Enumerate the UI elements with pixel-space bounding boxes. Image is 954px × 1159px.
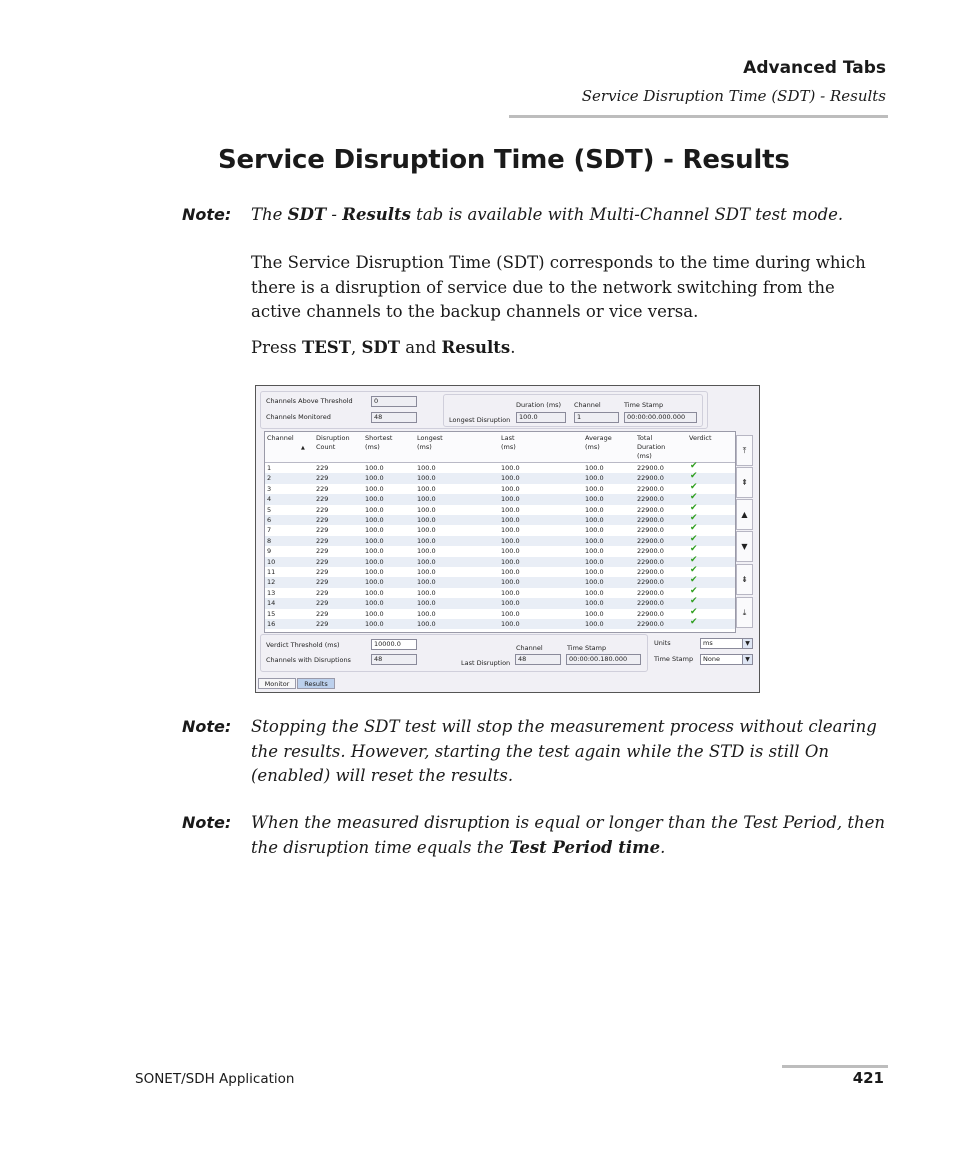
- cell-last: 100.0: [501, 474, 520, 483]
- time-stamp-label: Time Stamp: [624, 401, 664, 409]
- cell-count: 229: [316, 505, 329, 514]
- cell-longest: 100.0: [417, 495, 436, 504]
- footer-rule: [782, 1065, 888, 1068]
- cell-longest: 100.0: [417, 620, 436, 628]
- table-row[interactable]: [265, 494, 735, 504]
- cell-last: 100.0: [501, 578, 520, 587]
- cell-shortest: 100.0: [365, 495, 384, 504]
- note-text: When the measured disruption is equal or longer than the Test Period, then the disruption time equals the Test Period time.: [251, 813, 886, 857]
- check-icon: ✔: [690, 585, 698, 596]
- line-down-icon[interactable]: ▼: [736, 531, 753, 562]
- cell-longest: 100.0: [417, 526, 436, 535]
- cell-longest: 100.0: [417, 588, 436, 597]
- cell-ch: 16: [267, 620, 276, 628]
- cell-total: 22900.0: [637, 599, 664, 608]
- results-table: [264, 431, 736, 633]
- cell-last: 100.0: [501, 516, 520, 524]
- cell-last: 100.0: [501, 536, 520, 545]
- cell-ch: 1: [267, 464, 272, 472]
- tab-monitor[interactable]: Monitor: [258, 678, 296, 689]
- cell-total: 22900.0: [637, 578, 664, 587]
- col-verdict[interactable]: Verdict: [689, 434, 712, 442]
- scroll-top-icon[interactable]: ⤒: [736, 435, 753, 466]
- cell-ch: 8: [267, 536, 272, 545]
- cell-longest: 100.0: [417, 536, 436, 545]
- last-disruption-label: Last Disruption: [461, 659, 511, 667]
- cell-last: 100.0: [501, 464, 520, 472]
- cell-ch: 13: [267, 588, 276, 597]
- cell-total: 22900.0: [637, 526, 664, 535]
- cell-ch: 15: [267, 609, 276, 618]
- cell-longest: 100.0: [417, 599, 436, 608]
- cell-last: 100.0: [501, 505, 520, 514]
- tab-results[interactable]: Results: [297, 678, 335, 689]
- cell-longest: 100.0: [417, 516, 436, 524]
- cell-last: 100.0: [501, 609, 520, 618]
- cell-count: 229: [316, 599, 329, 608]
- cell-count: 229: [316, 588, 329, 597]
- timestamp-format-select[interactable]: None ▼: [700, 654, 753, 665]
- table-row[interactable]: [265, 598, 735, 608]
- check-icon: ✔: [690, 554, 698, 565]
- channels-above-threshold-label: Channels Above Threshold: [266, 397, 353, 405]
- cell-average: 100.0: [585, 547, 604, 556]
- cell-average: 100.0: [585, 557, 604, 566]
- note-label: Note:: [182, 205, 232, 224]
- cell-last: 100.0: [501, 599, 520, 608]
- cell-total: 22900.0: [637, 505, 664, 514]
- cell-shortest: 100.0: [365, 484, 384, 493]
- cell-count: 229: [316, 516, 329, 524]
- chevron-down-icon: ▼: [742, 639, 752, 648]
- check-icon: ✔: [690, 533, 698, 544]
- channels-monitored-field: 48: [371, 412, 417, 423]
- cell-count: 229: [316, 547, 329, 556]
- cell-count: 229: [316, 557, 329, 566]
- channel-field: 1: [574, 412, 619, 423]
- note-label: Note:: [182, 813, 232, 832]
- sdt-results-screen: [255, 385, 760, 693]
- note-text: Stopping the SDT test will stop the measurement process without clearing the results. However, starting the test again while the STD is still On (enabled) will reset the results.: [251, 717, 877, 785]
- table-row[interactable]: [265, 546, 735, 556]
- cell-ch: 3: [267, 484, 272, 493]
- check-icon: ✔: [690, 606, 698, 617]
- table-row[interactable]: [265, 606, 735, 619]
- duration-field: 100.0: [516, 412, 566, 423]
- chevron-down-icon: ▼: [742, 655, 752, 664]
- sort-asc-icon: ▲: [301, 445, 305, 451]
- cell-last: 100.0: [501, 557, 520, 566]
- cell-shortest: 100.0: [365, 620, 384, 628]
- cell-count: 229: [316, 609, 329, 618]
- table-row[interactable]: [265, 515, 735, 525]
- cell-ch: 2: [267, 474, 272, 483]
- units-select[interactable]: ms ▼: [700, 638, 753, 649]
- cell-count: 229: [316, 526, 329, 535]
- cell-shortest: 100.0: [365, 578, 384, 587]
- channel-label: Channel: [574, 401, 601, 409]
- col-average[interactable]: Average (ms): [585, 434, 612, 451]
- last-time-stamp-field: 00:00:00.180.000: [566, 654, 641, 665]
- cell-last: 100.0: [501, 568, 520, 576]
- cell-total: 22900.0: [637, 474, 664, 483]
- scroll-bottom-icon[interactable]: ⤓: [736, 597, 753, 628]
- press-instruction: Press TEST, SDT and Results.: [251, 338, 516, 357]
- body-paragraph: The Service Disruption Time (SDT) corresponds to the time during which there is a disruption of service due to the network switching from the active channels to the backup channels or vice versa.: [251, 253, 866, 321]
- cell-average: 100.0: [585, 516, 604, 524]
- check-icon: ✔: [690, 502, 698, 513]
- cell-shortest: 100.0: [365, 557, 384, 566]
- cell-average: 100.0: [585, 495, 604, 504]
- col-total-duration[interactable]: Total Duration (ms): [637, 434, 666, 460]
- cell-shortest: 100.0: [365, 474, 384, 483]
- cell-last: 100.0: [501, 484, 520, 493]
- cell-ch: 4: [267, 495, 272, 504]
- cell-longest: 100.0: [417, 568, 436, 576]
- check-icon: ✔: [690, 565, 698, 575]
- cell-total: 22900.0: [637, 568, 664, 576]
- cell-shortest: 100.0: [365, 526, 384, 535]
- table-row[interactable]: [265, 463, 735, 473]
- cell-longest: 100.0: [417, 505, 436, 514]
- footer-title: SONET/SDH Application: [135, 1071, 295, 1087]
- cell-average: 100.0: [585, 620, 604, 628]
- cell-total: 22900.0: [637, 557, 664, 566]
- cell-longest: 100.0: [417, 484, 436, 493]
- cell-average: 100.0: [585, 526, 604, 535]
- cell-total: 22900.0: [637, 620, 664, 628]
- cell-last: 100.0: [501, 620, 520, 628]
- cell-total: 22900.0: [637, 588, 664, 597]
- cell-shortest: 100.0: [365, 547, 384, 556]
- note-label: Note:: [182, 717, 232, 736]
- table-row[interactable]: [265, 473, 735, 483]
- channels-with-disruptions-label: Channels with Disruptions: [266, 656, 351, 664]
- note-text: The SDT - Results tab is available with Multi-Channel SDT test mode.: [251, 205, 844, 224]
- table-row[interactable]: [265, 525, 735, 535]
- check-icon: ✔: [690, 492, 698, 503]
- page-up-icon[interactable]: ⇞: [736, 467, 753, 498]
- check-icon: ✔: [690, 544, 698, 555]
- channels-above-threshold-field: 0: [371, 396, 417, 407]
- cell-count: 229: [316, 536, 329, 545]
- channels-with-disruptions-field: 48: [371, 654, 417, 665]
- col-disruption-count[interactable]: Disruption Count: [316, 434, 350, 451]
- cell-average: 100.0: [585, 484, 604, 493]
- cell-longest: 100.0: [417, 474, 436, 483]
- cell-ch: 9: [267, 547, 272, 556]
- col-shortest[interactable]: Shortest (ms): [365, 434, 393, 451]
- cell-ch: 10: [267, 557, 276, 566]
- cell-count: 229: [316, 620, 329, 628]
- cell-shortest: 100.0: [365, 609, 384, 618]
- cell-total: 22900.0: [637, 516, 664, 524]
- table-row[interactable]: [265, 619, 735, 629]
- cell-total: 22900.0: [637, 547, 664, 556]
- cell-shortest: 100.0: [365, 588, 384, 597]
- units-label: Units: [654, 639, 671, 647]
- cell-average: 100.0: [585, 568, 604, 576]
- cell-average: 100.0: [585, 474, 604, 483]
- verdict-threshold-input[interactable]: 10000.0: [371, 639, 417, 650]
- check-icon: ✔: [690, 523, 698, 534]
- cell-longest: 100.0: [417, 557, 436, 566]
- subsection-header: Service Disruption Time (SDT) - Results: [581, 87, 886, 105]
- cell-count: 229: [316, 484, 329, 493]
- verdict-threshold-label: Verdict Threshold (ms): [266, 641, 340, 649]
- cell-average: 100.0: [585, 588, 604, 597]
- line-up-icon[interactable]: ▲: [736, 499, 753, 530]
- page-number: 421: [852, 1069, 884, 1087]
- table-row[interactable]: [265, 577, 735, 587]
- header-rule: [509, 115, 888, 118]
- table-row[interactable]: [265, 481, 735, 494]
- last-channel-field: 48: [515, 654, 561, 665]
- cell-last: 100.0: [501, 547, 520, 556]
- cell-total: 22900.0: [637, 484, 664, 493]
- check-icon: ✔: [690, 575, 698, 586]
- cell-shortest: 100.0: [365, 599, 384, 608]
- table-row[interactable]: [265, 585, 735, 598]
- cell-average: 100.0: [585, 536, 604, 545]
- cell-shortest: 100.0: [365, 464, 384, 472]
- table-header: [265, 432, 735, 463]
- duration-label: Duration (ms): [516, 401, 562, 409]
- cell-ch: 14: [267, 599, 276, 608]
- check-icon: ✔: [690, 481, 698, 492]
- cell-total: 22900.0: [637, 609, 664, 618]
- cell-total: 22900.0: [637, 536, 664, 545]
- cell-ch: 5: [267, 505, 272, 514]
- threshold-group: [260, 634, 648, 672]
- cell-ch: 12: [267, 578, 276, 587]
- col-last[interactable]: Last (ms): [501, 434, 516, 451]
- page-title: Service Disruption Time (SDT) - Results: [218, 145, 790, 175]
- table-row[interactable]: [265, 502, 735, 515]
- check-icon: ✔: [690, 617, 698, 627]
- cell-longest: 100.0: [417, 464, 436, 472]
- cell-total: 22900.0: [637, 464, 664, 472]
- cell-ch: 11: [267, 568, 276, 576]
- cell-shortest: 100.0: [365, 505, 384, 514]
- col-channel[interactable]: Channel: [267, 434, 294, 442]
- cell-longest: 100.0: [417, 578, 436, 587]
- check-icon: ✔: [690, 471, 698, 482]
- cell-shortest: 100.0: [365, 536, 384, 545]
- cell-count: 229: [316, 495, 329, 504]
- cell-average: 100.0: [585, 578, 604, 587]
- cell-longest: 100.0: [417, 547, 436, 556]
- cell-count: 229: [316, 464, 329, 472]
- cell-shortest: 100.0: [365, 516, 384, 524]
- section-header: Advanced Tabs: [743, 58, 886, 78]
- cell-average: 100.0: [585, 505, 604, 514]
- timestamp-format-label: Time Stamp: [654, 655, 694, 663]
- table-row[interactable]: [265, 567, 735, 577]
- check-icon: ✔: [690, 596, 698, 607]
- longest-disruption-label: Longest Disruption: [449, 416, 511, 424]
- cell-longest: 100.0: [417, 609, 436, 618]
- table-row[interactable]: [265, 554, 735, 567]
- table-row[interactable]: [265, 533, 735, 546]
- check-icon: ✔: [690, 461, 698, 471]
- cell-count: 229: [316, 578, 329, 587]
- last-channel-label: Channel: [516, 644, 543, 652]
- cell-count: 229: [316, 568, 329, 576]
- cell-ch: 6: [267, 516, 272, 524]
- cell-shortest: 100.0: [365, 568, 384, 576]
- check-icon: ✔: [690, 513, 698, 523]
- cell-last: 100.0: [501, 526, 520, 535]
- cell-last: 100.0: [501, 495, 520, 504]
- cell-count: 229: [316, 474, 329, 483]
- cell-total: 22900.0: [637, 495, 664, 504]
- cell-average: 100.0: [585, 599, 604, 608]
- cell-average: 100.0: [585, 464, 604, 472]
- col-longest[interactable]: Longest (ms): [417, 434, 443, 451]
- cell-average: 100.0: [585, 609, 604, 618]
- last-time-stamp-label: Time Stamp: [567, 644, 607, 652]
- time-stamp-field: 00:00:00.000.000: [624, 412, 697, 423]
- channels-monitored-label: Channels Monitored: [266, 413, 331, 421]
- page-down-icon[interactable]: ⇟: [736, 564, 753, 595]
- cell-ch: 7: [267, 526, 272, 535]
- cell-last: 100.0: [501, 588, 520, 597]
